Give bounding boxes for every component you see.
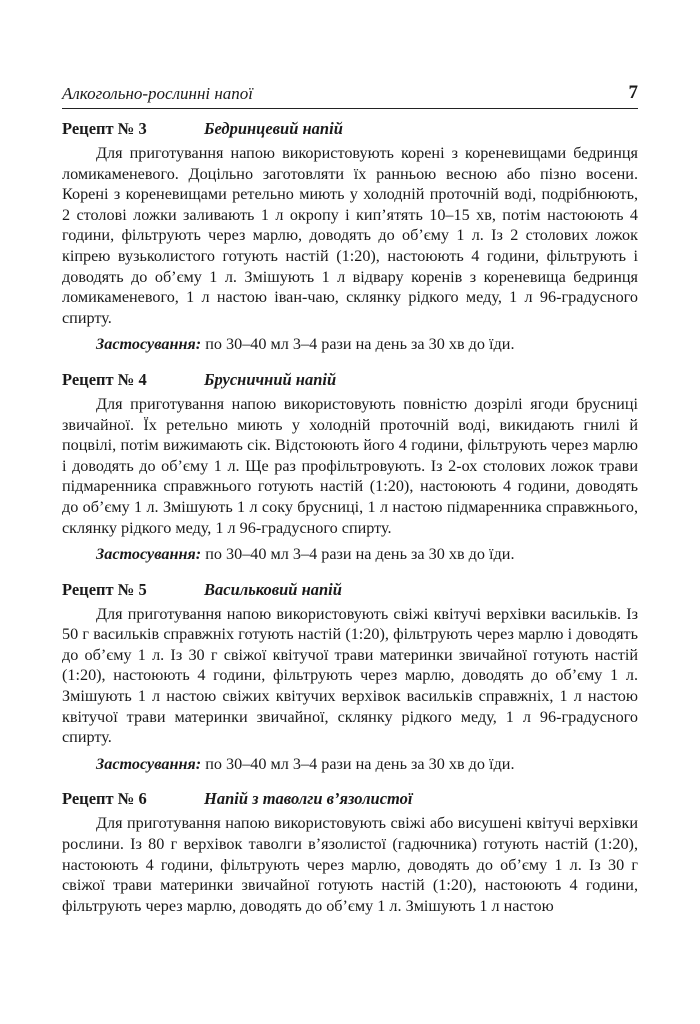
usage-text: по 30–40 мл 3–4 рази на день за 30 хв до їди. xyxy=(205,754,515,773)
recipe-title: Бедринцевий напій xyxy=(204,119,343,138)
recipe-heading xyxy=(62,369,638,391)
recipe-number: Рецепт № 3 xyxy=(62,119,147,138)
recipe-usage xyxy=(62,754,638,775)
recipe-heading xyxy=(62,118,638,140)
recipe-number: Рецепт № 5 xyxy=(62,579,147,599)
usage-text: по 30–40 мл 3–4 рази на день за 30 хв до їди. xyxy=(205,335,515,354)
recipe-5 xyxy=(62,579,638,775)
recipe-body: Для приготування напою використовують повністю дозрілі ягоди брусниці звичайної. Їх ретельно миють у холодній проточній воді, викидають гнилі й поцвілі, потім вижимають сік. Відстоюють його 4 години, фільтрують через марлю і доводять до об’єму 1 л. Ще раз профільтровують. Із 2-ох столових ложок трави підмаренника справжнього готують настій (1:20), настоюють 4 години, доводять до об’єму 1 л. Змішують 1 л соку брусниці, 1 л настою підмаренника справжнього, склянку рідкого меду, 1 л 96-градусного спирту. xyxy=(62,394,638,537)
page-content xyxy=(62,118,638,930)
recipe-usage xyxy=(62,334,638,355)
usage-label: Застосування: xyxy=(96,754,202,773)
recipe-heading xyxy=(62,788,638,810)
recipe-title: Напій з таволги в’язолистої xyxy=(204,789,413,809)
recipe-body: Для приготування напою використовують свіжі або висушені квітучі верхівки рослини. Із 80 г верхівок таволги в’язолистої (гадючника) готують настій (1:20), настоюють 4 години, фільтрують через марлю, доводять до об’єму 1 л. Із 30 г свіжої трави материнки звичайної готують настій (1:20), настоюють 4 години, фільтрують через марлю, доводять до об’єму 1 л. Змішують 1 л настою xyxy=(62,814,638,915)
usage-label: Застосування: xyxy=(96,335,202,354)
page-number: 7 xyxy=(628,82,638,103)
running-header xyxy=(62,82,638,109)
recipe-heading xyxy=(62,579,638,601)
recipe-body: Для приготування напою використовують свіжі квітучі верхівки васильків. Із 50 г васильків справжніх готують настій (1:20), фільтрують через марлю і доводять до об’єму 1 л. Із 30 г свіжої квітучої трави материнки звичайної готують настій (1:20), настоюють 4 години, фільтрують через марлю, доводять до об’єму 1 л. Змішують 1 л настою свіжих квітучих верхівок васильків справжніх, 1 л настою квітучої трави материнки звичайної, склянку рідкого меду, 1 л 96-градусного спирту. xyxy=(62,604,638,747)
recipe-3 xyxy=(62,118,638,355)
recipe-6 xyxy=(62,788,638,916)
recipe-title: Васильковий напій xyxy=(204,579,342,599)
running-title: Алкогольно-рослинні напої xyxy=(62,84,254,103)
usage-text: по 30–40 мл 3–4 рази на день за 30 хв до їди. xyxy=(205,545,515,564)
recipe-number: Рецепт № 4 xyxy=(62,369,147,389)
recipe-title: Брусничний напій xyxy=(204,369,337,389)
recipe-body: Для приготування напою використовують корені з кореневищами бедринця ломикаменевого. Доцільно заготовляти їх ранньою весною або пізно восени. Корені з кореневищами ретельно миють у холодній проточній воді, подрібнюють, 2 столові ложки заливають 1 л окропу і кип’ятять 10–15 хв, потім настоюють 4 години, фільтрують через марлю, доводять до об’єму 1 л. Із 2 столових ложок кіпрею вузьколистого готують настій (1:20), настоюють 4 години, фільтрують і доводять до об’єму 1 л. Змішують 1 л відвару коренів з кореневища бедринця ломикаменевого, 1 л настою іван-чаю, склянку рідкого меду, 1 л 96-градусного спирту. xyxy=(62,144,638,327)
usage-label: Застосування: xyxy=(96,545,202,564)
recipe-number: Рецепт № 6 xyxy=(62,789,147,809)
recipe-usage xyxy=(62,544,638,565)
recipe-4 xyxy=(62,369,638,565)
